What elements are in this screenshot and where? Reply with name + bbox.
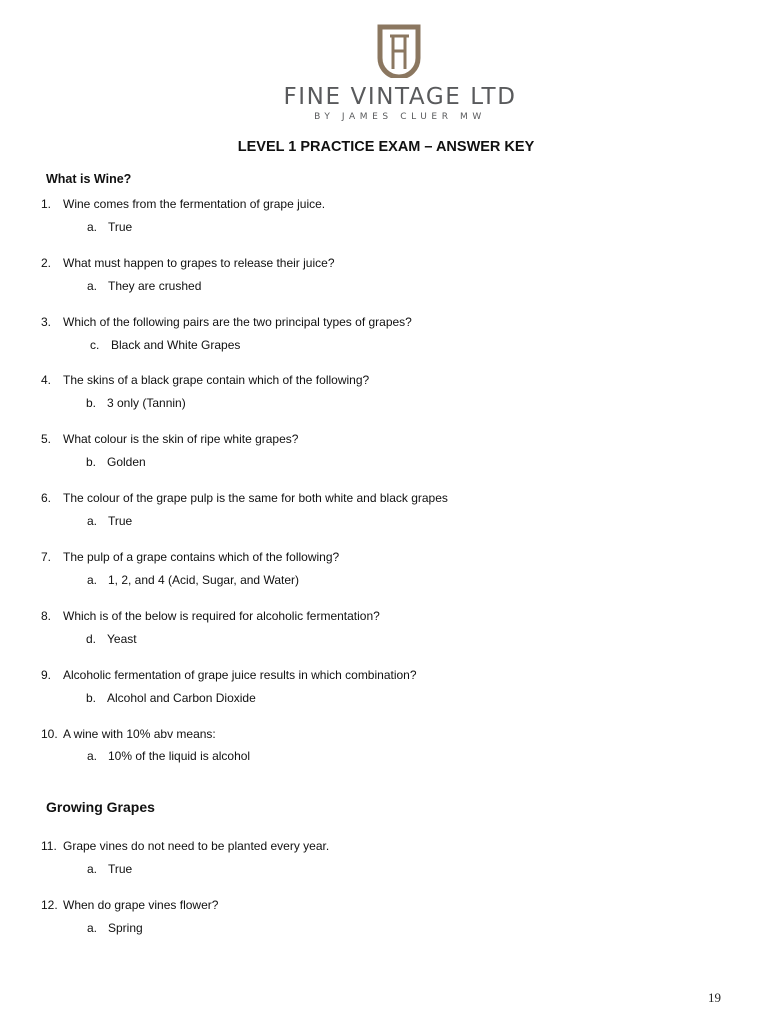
question-number: 5. [41, 432, 52, 446]
answer-text: Spring [108, 921, 143, 935]
question-4 [41, 373, 369, 387]
answer-text: Alcohol and Carbon Dioxide [107, 691, 256, 705]
question-text: When do grape vines flower? [63, 898, 219, 912]
question-number: 9. [41, 668, 52, 682]
answer-12 [87, 921, 143, 935]
brand-byline: BY JAMES CLUER MW [314, 112, 486, 122]
question-number: 11. [41, 839, 57, 853]
question-text: Wine comes from the fermentation of grape juice. [63, 197, 326, 211]
answer-letter: b. [86, 455, 97, 469]
answer-letter: b. [86, 691, 97, 705]
answer-letter: a. [87, 862, 98, 876]
question-number: 1. [41, 197, 52, 211]
question-number: 3. [41, 315, 52, 329]
answer-6 [87, 514, 132, 528]
question-6 [41, 491, 448, 505]
answer-letter: b. [86, 396, 97, 410]
answer-3 [90, 338, 240, 352]
answer-7 [87, 573, 299, 587]
answer-text: 10% of the liquid is alcohol [108, 749, 251, 763]
answer-text: True [108, 862, 133, 876]
question-text: Which is of the below is required for alcoholic fermentation? [63, 609, 380, 623]
answer-text: 3 only (Tannin) [107, 396, 186, 410]
question-text: Alcoholic fermentation of grape juice results in which combination? [63, 668, 417, 682]
answer-letter: a. [87, 279, 98, 293]
question-7 [41, 550, 339, 564]
answer-text: 1, 2, and 4 (Acid, Sugar, and Water) [108, 573, 299, 587]
question-1 [41, 197, 325, 211]
fv-monogram-icon [375, 24, 423, 78]
answer-5 [86, 455, 146, 469]
question-11 [41, 839, 329, 853]
answer-text: They are crushed [108, 279, 202, 293]
answer-text: Yeast [107, 632, 137, 646]
answer-8 [86, 632, 137, 646]
question-number: 10. [41, 727, 58, 741]
answer-text: Black and White Grapes [111, 338, 241, 352]
question-text: What colour is the skin of ripe white grapes? [63, 432, 299, 446]
question-text: The pulp of a grape contains which of the following? [63, 550, 340, 564]
question-5 [41, 432, 298, 446]
answer-text: Golden [107, 455, 146, 469]
question-text: Grape vines do not need to be planted every year. [63, 839, 330, 853]
answer-11 [87, 862, 132, 876]
question-text: Which of the following pairs are the two principal types of grapes? [63, 315, 412, 329]
answer-1 [87, 220, 132, 234]
question-number: 8. [41, 609, 52, 623]
question-number: 4. [41, 373, 52, 387]
answer-text: True [108, 514, 133, 528]
answer-2 [87, 279, 201, 293]
question-2 [41, 256, 335, 270]
question-10 [41, 727, 216, 741]
question-3 [41, 315, 412, 329]
brand-logo [0, 0, 768, 130]
section-heading-growing-grapes: Growing Grapes [46, 799, 155, 815]
answer-letter: a. [87, 921, 98, 935]
question-number: 12. [41, 898, 58, 912]
question-number: 6. [41, 491, 52, 505]
brand-name: FINE VINTAGE LTD [283, 84, 517, 110]
answer-10 [87, 749, 250, 763]
question-9 [41, 668, 417, 682]
answer-9 [86, 691, 256, 705]
question-text: The skins of a black grape contain which of the following? [63, 373, 370, 387]
answer-letter: a. [87, 573, 98, 587]
page-title: LEVEL 1 PRACTICE EXAM – ANSWER KEY [237, 139, 535, 155]
question-text: What must happen to grapes to release their juice? [63, 256, 335, 270]
question-text: The colour of the grape pulp is the same for both white and black grapes [63, 491, 448, 505]
section-heading-what-is-wine: What is Wine? [46, 172, 132, 186]
question-text: A wine with 10% abv means: [63, 727, 216, 741]
answer-text: True [108, 220, 133, 234]
answer-4 [86, 396, 186, 410]
question-12 [41, 898, 218, 912]
question-8 [41, 609, 380, 623]
answer-letter: a. [87, 514, 98, 528]
question-number: 2. [41, 256, 52, 270]
answer-letter: a. [87, 749, 98, 763]
answer-letter: c. [90, 338, 100, 352]
page-number: 19 [708, 990, 721, 1005]
question-number: 7. [41, 550, 52, 564]
answer-letter: d. [86, 632, 97, 646]
answer-letter: a. [87, 220, 98, 234]
